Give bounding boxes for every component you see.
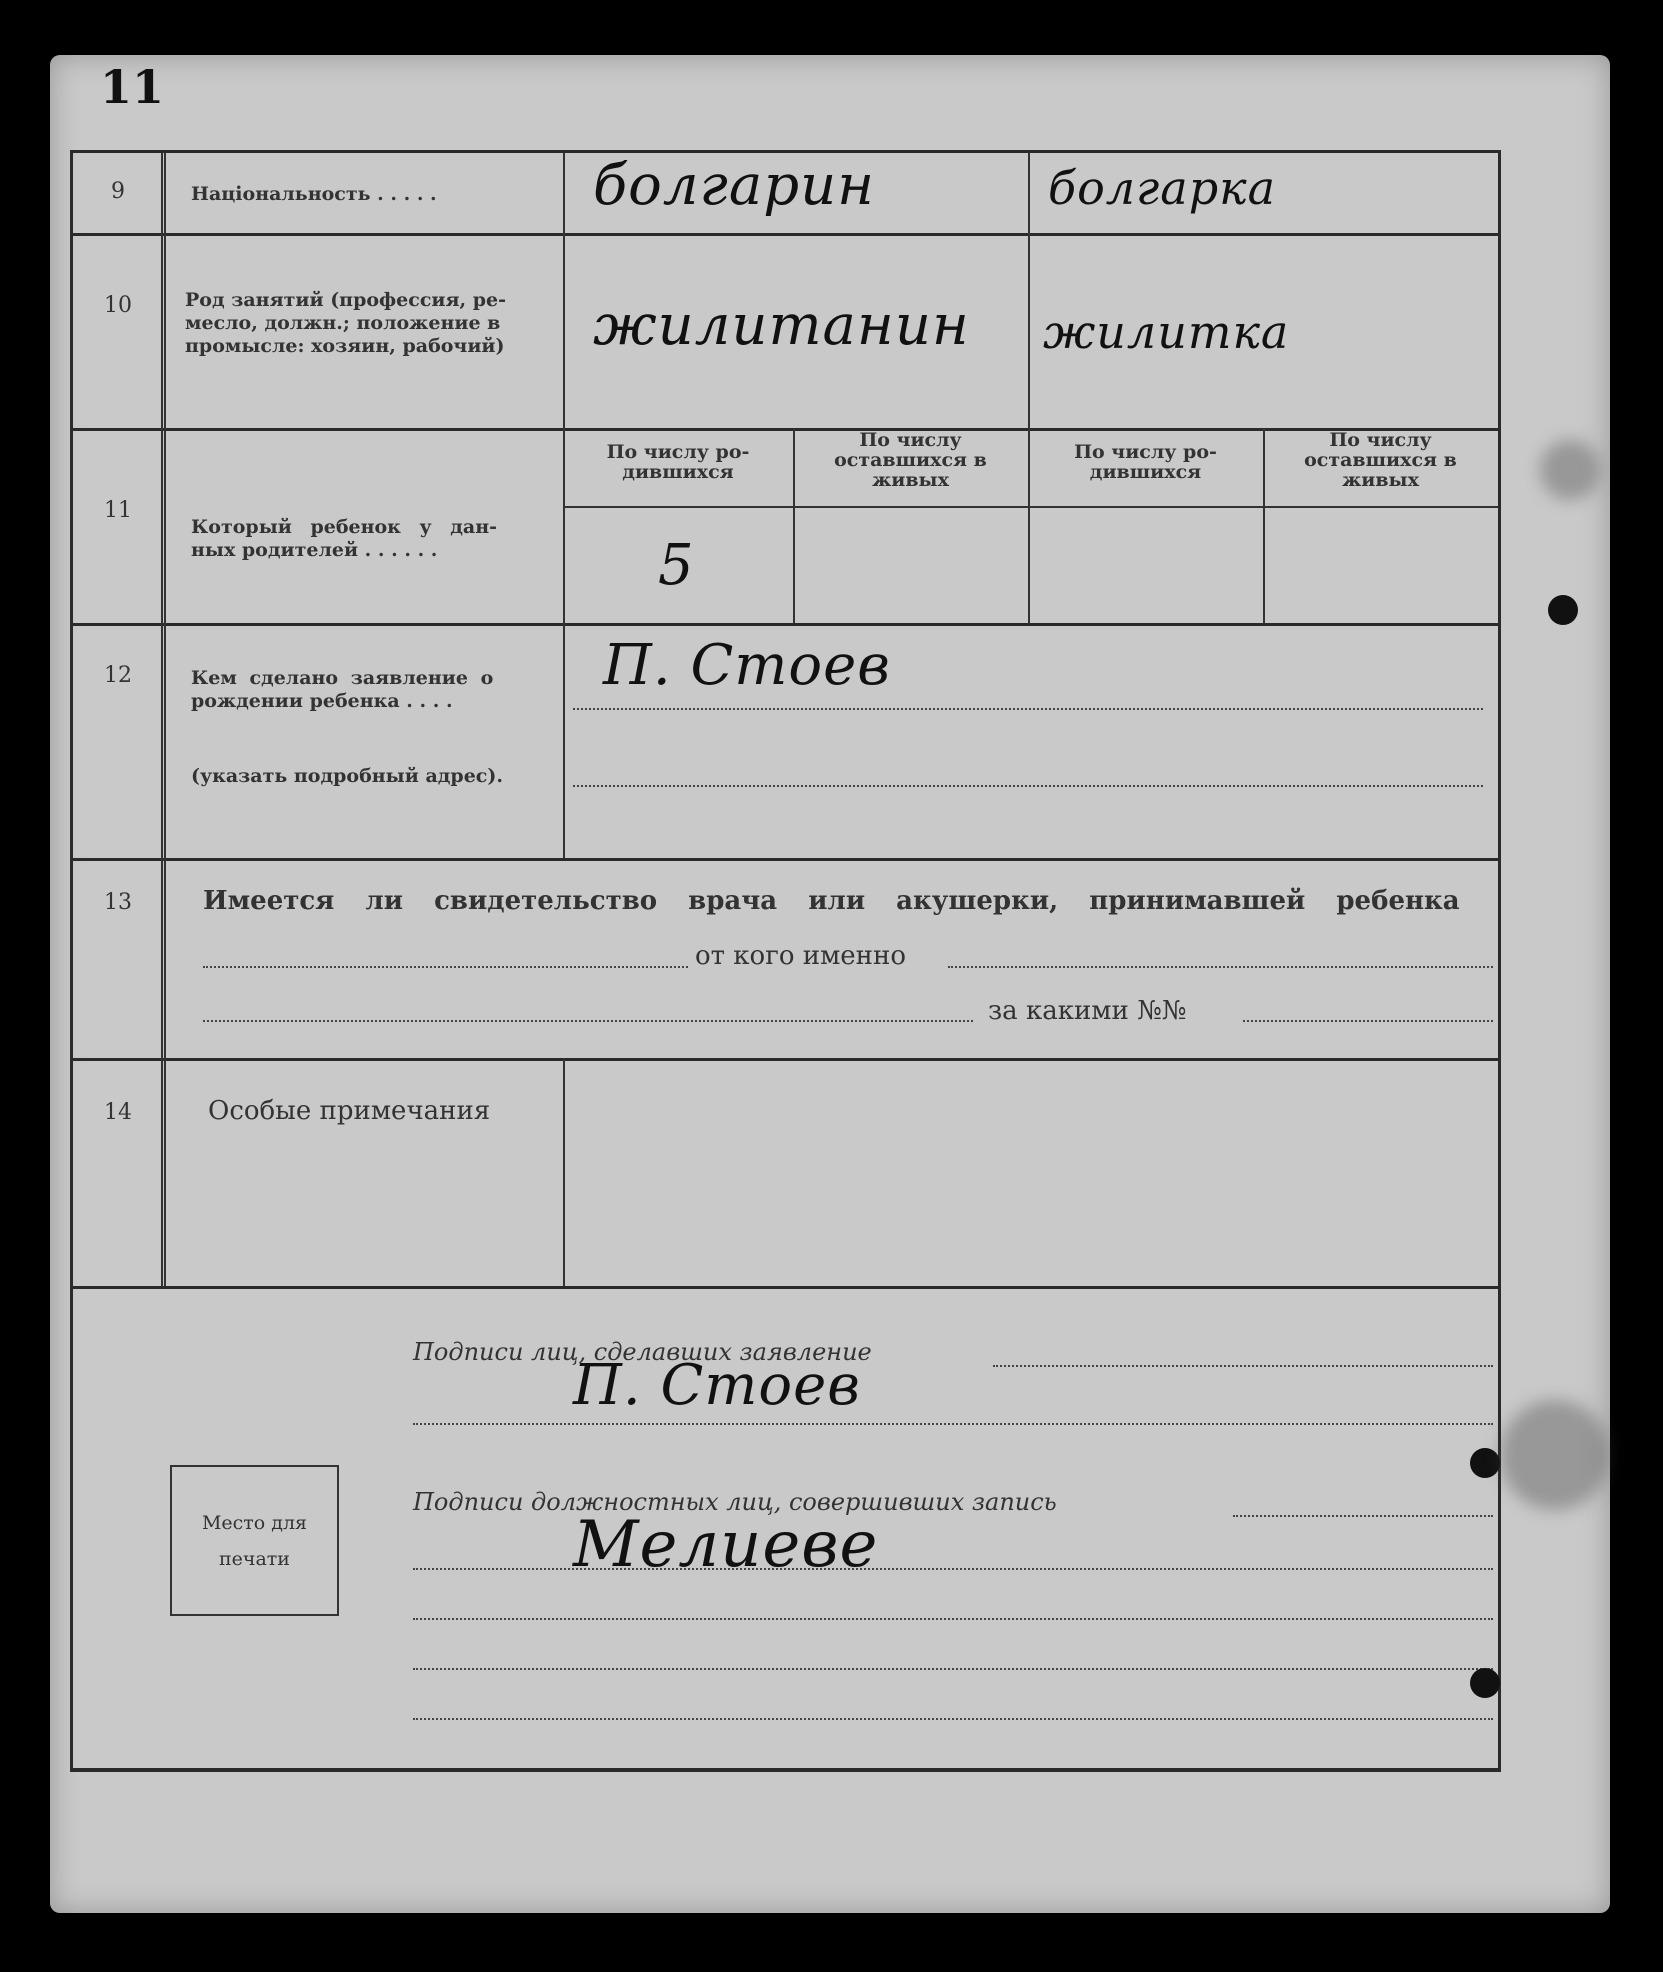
- officials-signature-label: Подписи должностных лиц, совершивших запись: [413, 1488, 1057, 1516]
- certificate-from-whom-label: от кого именно: [695, 941, 906, 971]
- row-number: 9: [111, 179, 125, 204]
- applicants-signature-label: Подписи лиц, сделавших заявление: [413, 1338, 872, 1366]
- row-12-applicant: [73, 623, 1498, 861]
- certificate-question: Имеется ли свидетельство врача или акушерки, принимавшей ребенка: [203, 886, 1460, 916]
- subheader-born-mother: По числу ро- дившихся: [1074, 441, 1217, 483]
- stamp-label-line: печати: [219, 1548, 290, 1570]
- row-14-remarks: [73, 1058, 1498, 1289]
- row-number: 14: [104, 1100, 132, 1125]
- row-10-occupation: [73, 233, 1498, 431]
- binding-hole: [1470, 1668, 1500, 1698]
- margin-mark: 11: [100, 60, 165, 114]
- handwritten-child-number: 5: [658, 533, 695, 598]
- stamp-placeholder-box: [170, 1465, 339, 1616]
- ink-smudge: [1540, 440, 1600, 500]
- row-number: 10: [104, 293, 132, 318]
- handwritten-nationality-mother: болгарка: [1048, 161, 1277, 215]
- handwritten-applicant-name: П. Стоев: [603, 633, 891, 698]
- row-number: 11: [104, 498, 132, 523]
- row-label-line: месло, должн.; положение в: [185, 312, 501, 334]
- subheader-alive-father: По числу оставшихся в живых: [834, 429, 987, 491]
- row-label-line: (указать подробный адрес).: [191, 765, 503, 787]
- handwritten-occupation-father: жилитанин: [593, 293, 970, 358]
- subheader-alive-mother: По числу оставшихся в живых: [1304, 429, 1457, 491]
- subheader-born-father: По числу ро- дившихся: [606, 441, 750, 483]
- official-signature: Мелиеве: [573, 1508, 879, 1582]
- stamp-label-line: Место для: [201, 1512, 308, 1534]
- handwritten-nationality-father: болгарин: [593, 153, 876, 218]
- handwritten-occupation-mother: жилитка: [1043, 305, 1290, 359]
- row-label-line: ных родителей . . . . . .: [191, 539, 438, 561]
- row-13-medical-certificate: [73, 858, 1498, 1061]
- binding-hole: [1548, 595, 1578, 625]
- ink-smudge: [1500, 1400, 1610, 1510]
- row-number: 13: [104, 890, 132, 915]
- row-9-nationality: [73, 153, 1498, 236]
- row-label-line: рождении ребенка . . . .: [191, 690, 453, 712]
- row-label: Національность . . . . .: [191, 183, 437, 205]
- binding-hole: [1470, 1448, 1500, 1478]
- row-label-line: Который ребенок у дан-: [191, 516, 498, 538]
- applicant-signature: П. Стоев: [573, 1353, 861, 1418]
- row-number: 12: [104, 663, 132, 688]
- row-label-line: Кем сделано заявление о: [191, 667, 494, 689]
- row-label-line: промысле: хозяин, рабочий): [185, 335, 505, 357]
- row-label-line: Род занятий (профессия, ре-: [185, 289, 507, 311]
- remarks-label: Особые примечания: [208, 1096, 491, 1126]
- certificate-numbers-label: за какими №№: [988, 996, 1187, 1026]
- row-11-child-order: [73, 428, 1498, 626]
